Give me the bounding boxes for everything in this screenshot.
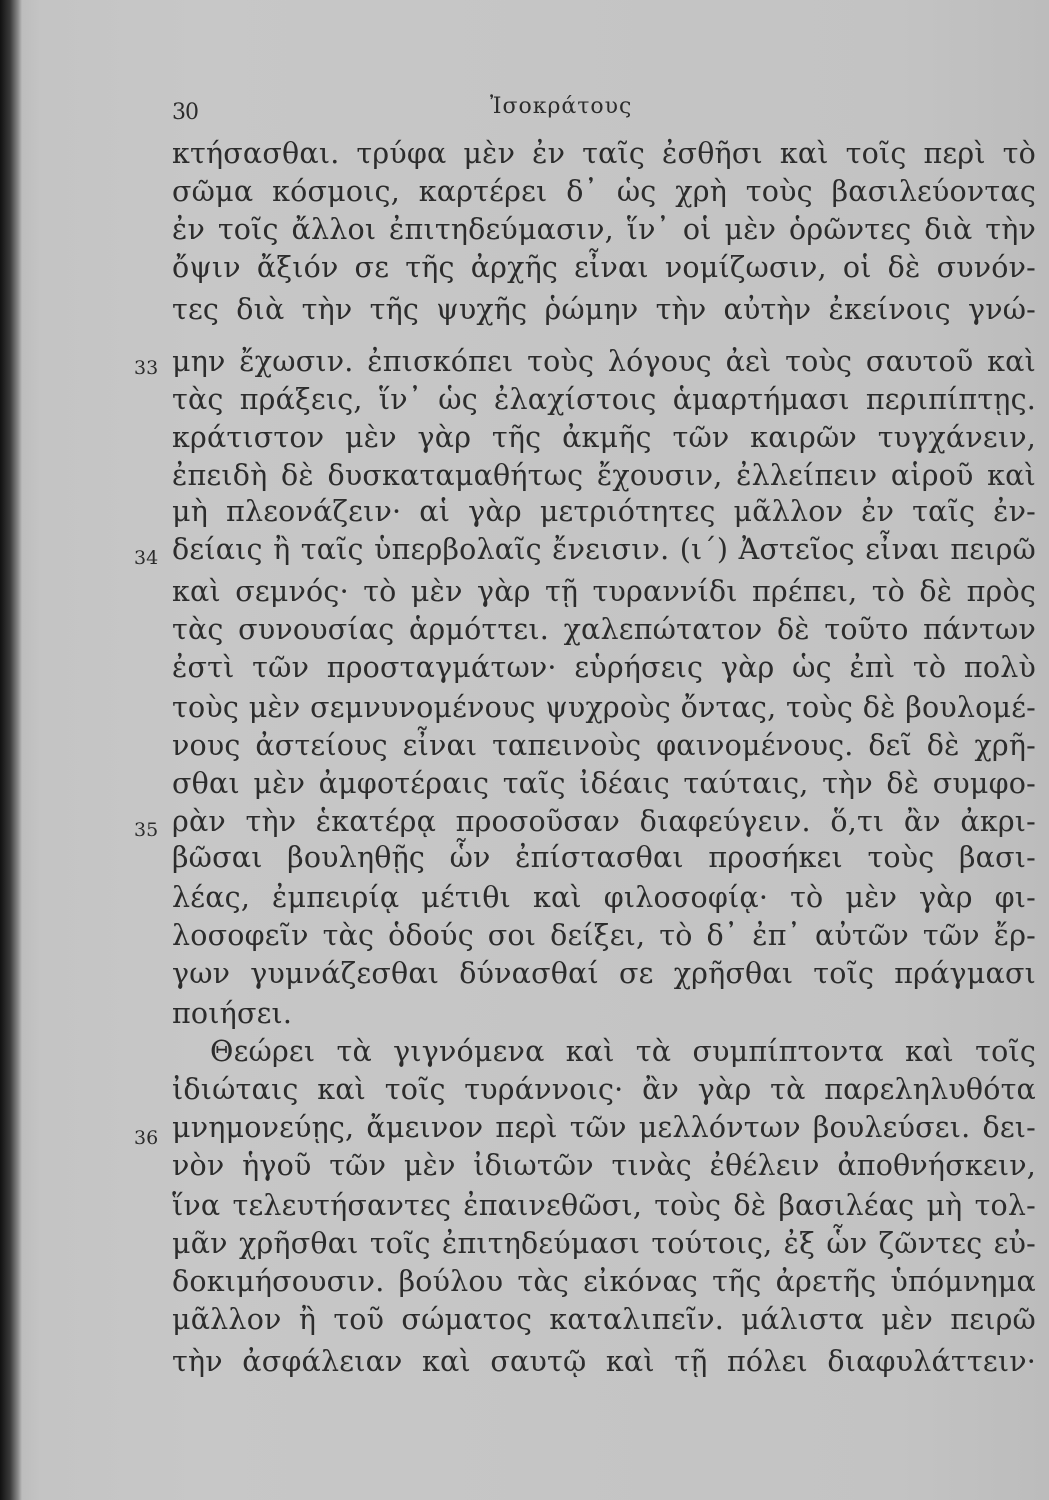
text-line-12: καὶ σεμνός· τὸ μὲν γὰρ τῇ τυραννίδι πρέπει, τὸ δὲ πρὸς <box>172 575 1036 608</box>
section-marker-34: 34 <box>134 547 159 569</box>
text-line-28: ἵνα τελευτήσαντες ἐπαινεθῶσι, τοὺς δὲ βασιλέας μὴ τολ- <box>172 1189 1036 1222</box>
text-line-13: τὰς συνουσίας ἁρμόττει. χαλεπώτατον δὲ τοῦτο πάντων <box>172 613 1036 646</box>
text-line-14: ἐστὶ τῶν προσταγμάτων· εὑρήσεις γὰρ ὡς ἐπὶ τὸ πολὺ <box>172 651 1036 684</box>
text-line-18: ρὰν τὴν ἑκατέρᾳ προσοῦσαν διαφεύγειν. ὅ,τι ἂν ἀκρι- <box>172 805 1036 838</box>
text-line-17: σθαι μὲν ἀμφοτέραις ταῖς ἰδέαις ταύταις, τὴν δὲ συμφο- <box>172 767 1036 800</box>
text-line-10: μὴ πλεονάζειν· αἱ γὰρ μετριότητες μᾶλλον ἐν ταῖς ἐν- <box>172 495 1036 528</box>
page-binding-edge <box>0 0 22 1500</box>
text-line-19: βῶσαι βουληθῇς ὧν ἐπίστασθαι προσήκει τοὺς βασι- <box>172 841 1036 874</box>
text-line-5: τες διὰ τὴν τῆς ψυχῆς ῥώμην τὴν αὐτὴν ἐκείνοις γνώ- <box>172 293 1036 326</box>
text-line-30: δοκιμήσουσιν. βούλου τὰς εἰκόνας τῆς ἀρετῆς ὑπόμνημα <box>172 1265 1036 1298</box>
text-line-25: ἰδιώταις καὶ τοῖς τυράννοις· ἂν γὰρ τὰ παρεληλυθότα <box>172 1073 1036 1106</box>
text-line-22: γων γυμνάζεσθαι δύνασθαί σε χρῆσθαι τοῖς πράγμασι <box>172 957 1036 990</box>
text-line-20: λέας, ἐμπειρίᾳ μέτιθι καὶ φιλοσοφίᾳ· τὸ μὲν γὰρ φι- <box>172 881 1036 914</box>
text-line-9: ἐπειδὴ δὲ δυσκαταμαθήτως ἔχουσιν, ἐλλείπειν αἱροῦ καὶ <box>172 459 1036 492</box>
text-line-16: νους ἀστείους εἶναι ταπεινοὺς φαινομένους. δεῖ δὲ χρῆ- <box>172 729 1036 762</box>
text-line-4: ὄψιν ἄξιόν σε τῆς ἀρχῆς εἶναι νομίζωσιν, οἱ δὲ συνόν- <box>172 251 1036 284</box>
section-marker-35: 35 <box>134 819 159 841</box>
text-line-6: μην ἔχωσιν. ἐπισκόπει τοὺς λόγους ἀεὶ τοὺς σαυτοῦ καὶ <box>172 345 1036 378</box>
section-marker-36: 36 <box>134 1127 159 1149</box>
text-line-27: νὸν ἡγοῦ τῶν μὲν ἰδιωτῶν τινὰς ἐθέλειν ἀποθνήσκειν, <box>172 1149 1036 1182</box>
text-line-1: κτήσασθαι. τρύφα μὲν ἐν ταῖς ἐσθῆσι καὶ τοῖς περὶ τὸ <box>172 137 1036 170</box>
section-marker-33: 33 <box>134 357 159 379</box>
text-line-29: μᾶν χρῆσθαι τοῖς ἐπιτηδεύμασι τούτοις, ἐξ ὧν ζῶντες εὐ- <box>172 1227 1036 1260</box>
text-line-11: δείαις ἢ ταῖς ὑπερβολαῖς ἔνεισιν. (ι´) Ἀστεῖος εἶναι πειρῶ <box>172 533 1036 566</box>
text-line-31: μᾶλλον ἢ τοῦ σώματος καταλιπεῖν. μάλιστα μὲν πειρῶ <box>172 1303 1036 1336</box>
text-line-26: μνημονεύῃς, ἄμεινον περὶ τῶν μελλόντων βουλεύσει. δει- <box>172 1111 1036 1144</box>
text-line-24: Θεώρει τὰ γιγνόμενα καὶ τὰ συμπίπτοντα καὶ τοῖς <box>210 1035 1036 1068</box>
text-line-21: λοσοφεῖν τὰς ὁδούς σοι δείξει, τὸ δ᾽ ἐπ᾽ αὐτῶν τῶν ἔρ- <box>172 919 1036 952</box>
text-line-3: ἐν τοῖς ἄλλοι ἐπιτηδεύμασιν, ἵν᾽ οἱ μὲν ὁρῶντες διὰ τὴν <box>172 213 1036 246</box>
text-line-2: σῶμα κόσμοις, καρτέρει δ᾽ ὡς χρὴ τοὺς βασιλεύοντας <box>172 175 1036 208</box>
text-line-23: ποιήσει. <box>172 997 293 1030</box>
text-line-8: κράτιστον μὲν γὰρ τῆς ἀκμῆς τῶν καιρῶν τυγχάνειν, <box>172 421 1036 454</box>
text-line-7: τὰς πράξεις, ἵν᾽ ὡς ἐλαχίστοις ἁμαρτήμασι περιπίπτῃς. <box>172 383 1036 416</box>
text-line-15: τοὺς μὲν σεμνυνομένους ψυχροὺς ὄντας, τοὺς δὲ βουλομέ- <box>172 691 1036 724</box>
running-head: Ἰσοκράτους <box>490 94 633 119</box>
text-line-32: τὴν ἀσφάλειαν καὶ σαυτῷ καὶ τῇ πόλει διαφυλάττειν· <box>172 1345 1036 1378</box>
page-number: 30 <box>172 100 198 125</box>
